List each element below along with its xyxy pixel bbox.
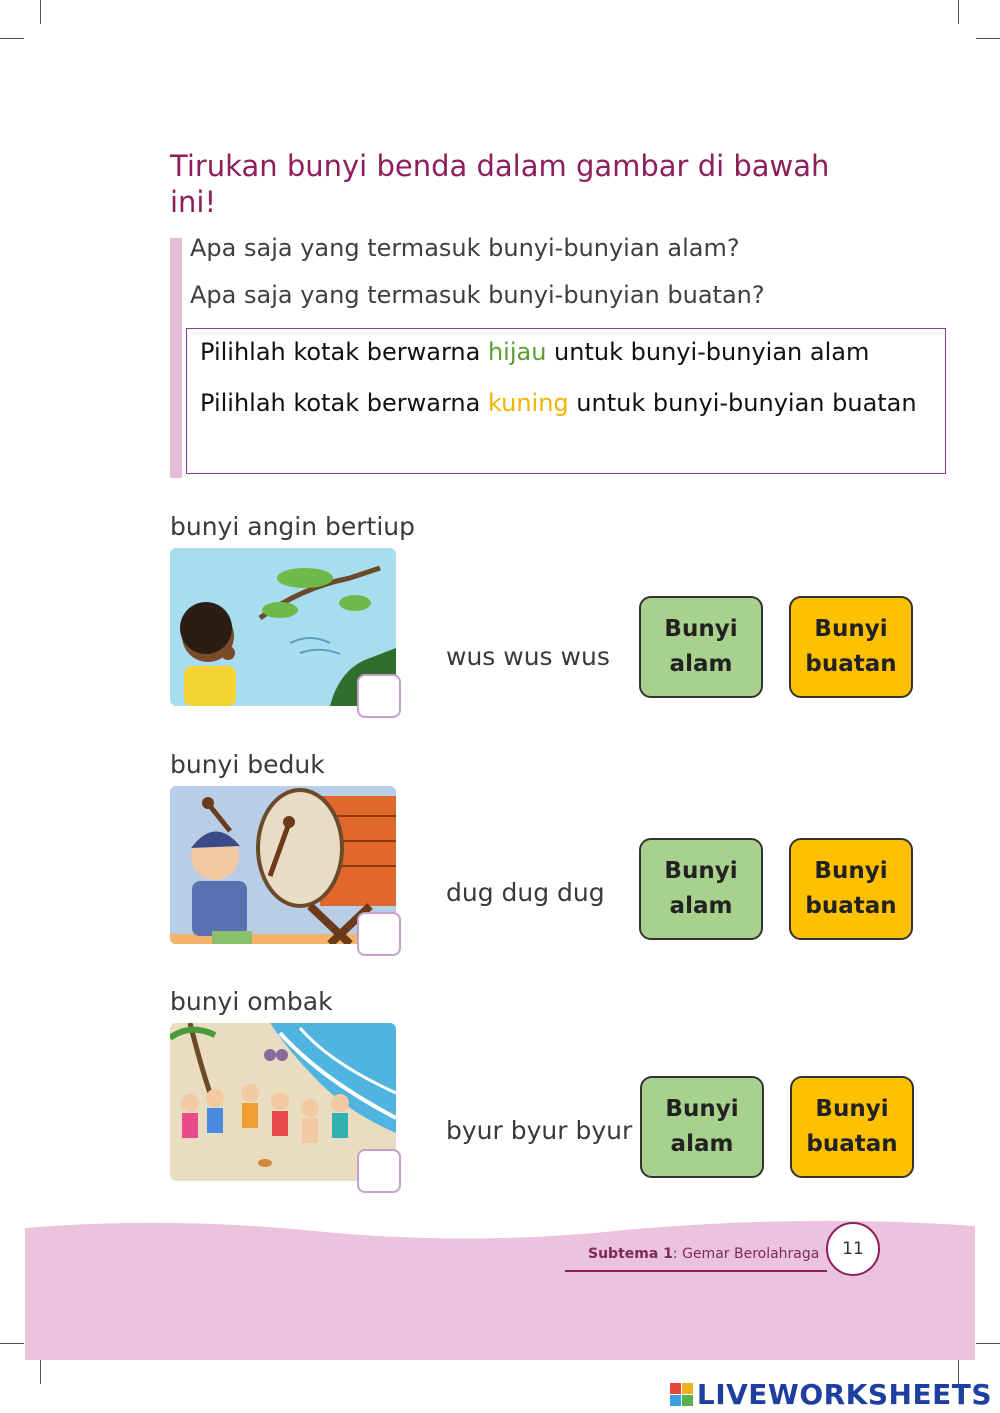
footer-divider [565, 1270, 827, 1272]
answer-checkbox[interactable] [357, 674, 401, 718]
answer-checkbox[interactable] [357, 1149, 401, 1193]
item-caption: bunyi beduk [170, 750, 325, 779]
answer-checkbox[interactable] [357, 912, 401, 956]
crop-mark [40, 1360, 41, 1384]
question-1: Apa saja yang termasuk bunyi-bunyian alam? [190, 234, 740, 262]
crop-mark [958, 0, 959, 24]
item-caption: bunyi angin bertiup [170, 512, 416, 541]
liveworksheets-text: LIVEWORKSHEETS [696, 1378, 992, 1411]
bunyi-alam-button[interactable]: Bunyi alam [639, 596, 763, 698]
crop-mark [40, 0, 41, 24]
sound-text: byur byur byur [446, 1116, 633, 1145]
bunyi-alam-button[interactable]: Bunyi alam [639, 838, 763, 940]
crop-mark [976, 38, 1000, 39]
crop-mark [976, 1343, 1000, 1344]
footer-subtema: Subtema 1: Gemar Berolahraga [588, 1246, 820, 1262]
liveworksheets-logo [670, 1378, 992, 1411]
instruction-line-2: Pilihlah kotak berwarna kuning untuk bunyi-bunyian buatan [200, 389, 917, 417]
page-title: Tirukan bunyi benda dalam gambar di bawah ini! [170, 149, 830, 219]
bunyi-alam-button[interactable]: Bunyi alam [640, 1076, 764, 1178]
color-word-green: hijau [487, 338, 547, 366]
question-2: Apa saja yang termasuk bunyi-bunyian buatan? [190, 281, 765, 309]
item-caption: bunyi ombak [170, 987, 333, 1016]
bunyi-buatan-button[interactable]: Bunyi buatan [790, 1076, 914, 1178]
left-accent-bar [170, 238, 182, 478]
sound-text: dug dug dug [446, 878, 605, 907]
bunyi-buatan-button[interactable]: Bunyi buatan [789, 838, 913, 940]
crop-mark [0, 1343, 24, 1344]
liveworksheets-icon [670, 1383, 693, 1406]
page-number: 11 [826, 1222, 880, 1276]
color-word-yellow: kuning [487, 389, 569, 417]
instruction-line-1: Pilihlah kotak berwarna hijau untuk bunyi-bunyian alam [200, 338, 870, 366]
sound-text: wus wus wus [446, 642, 610, 671]
bunyi-buatan-button[interactable]: Bunyi buatan [789, 596, 913, 698]
crop-mark [0, 38, 24, 39]
